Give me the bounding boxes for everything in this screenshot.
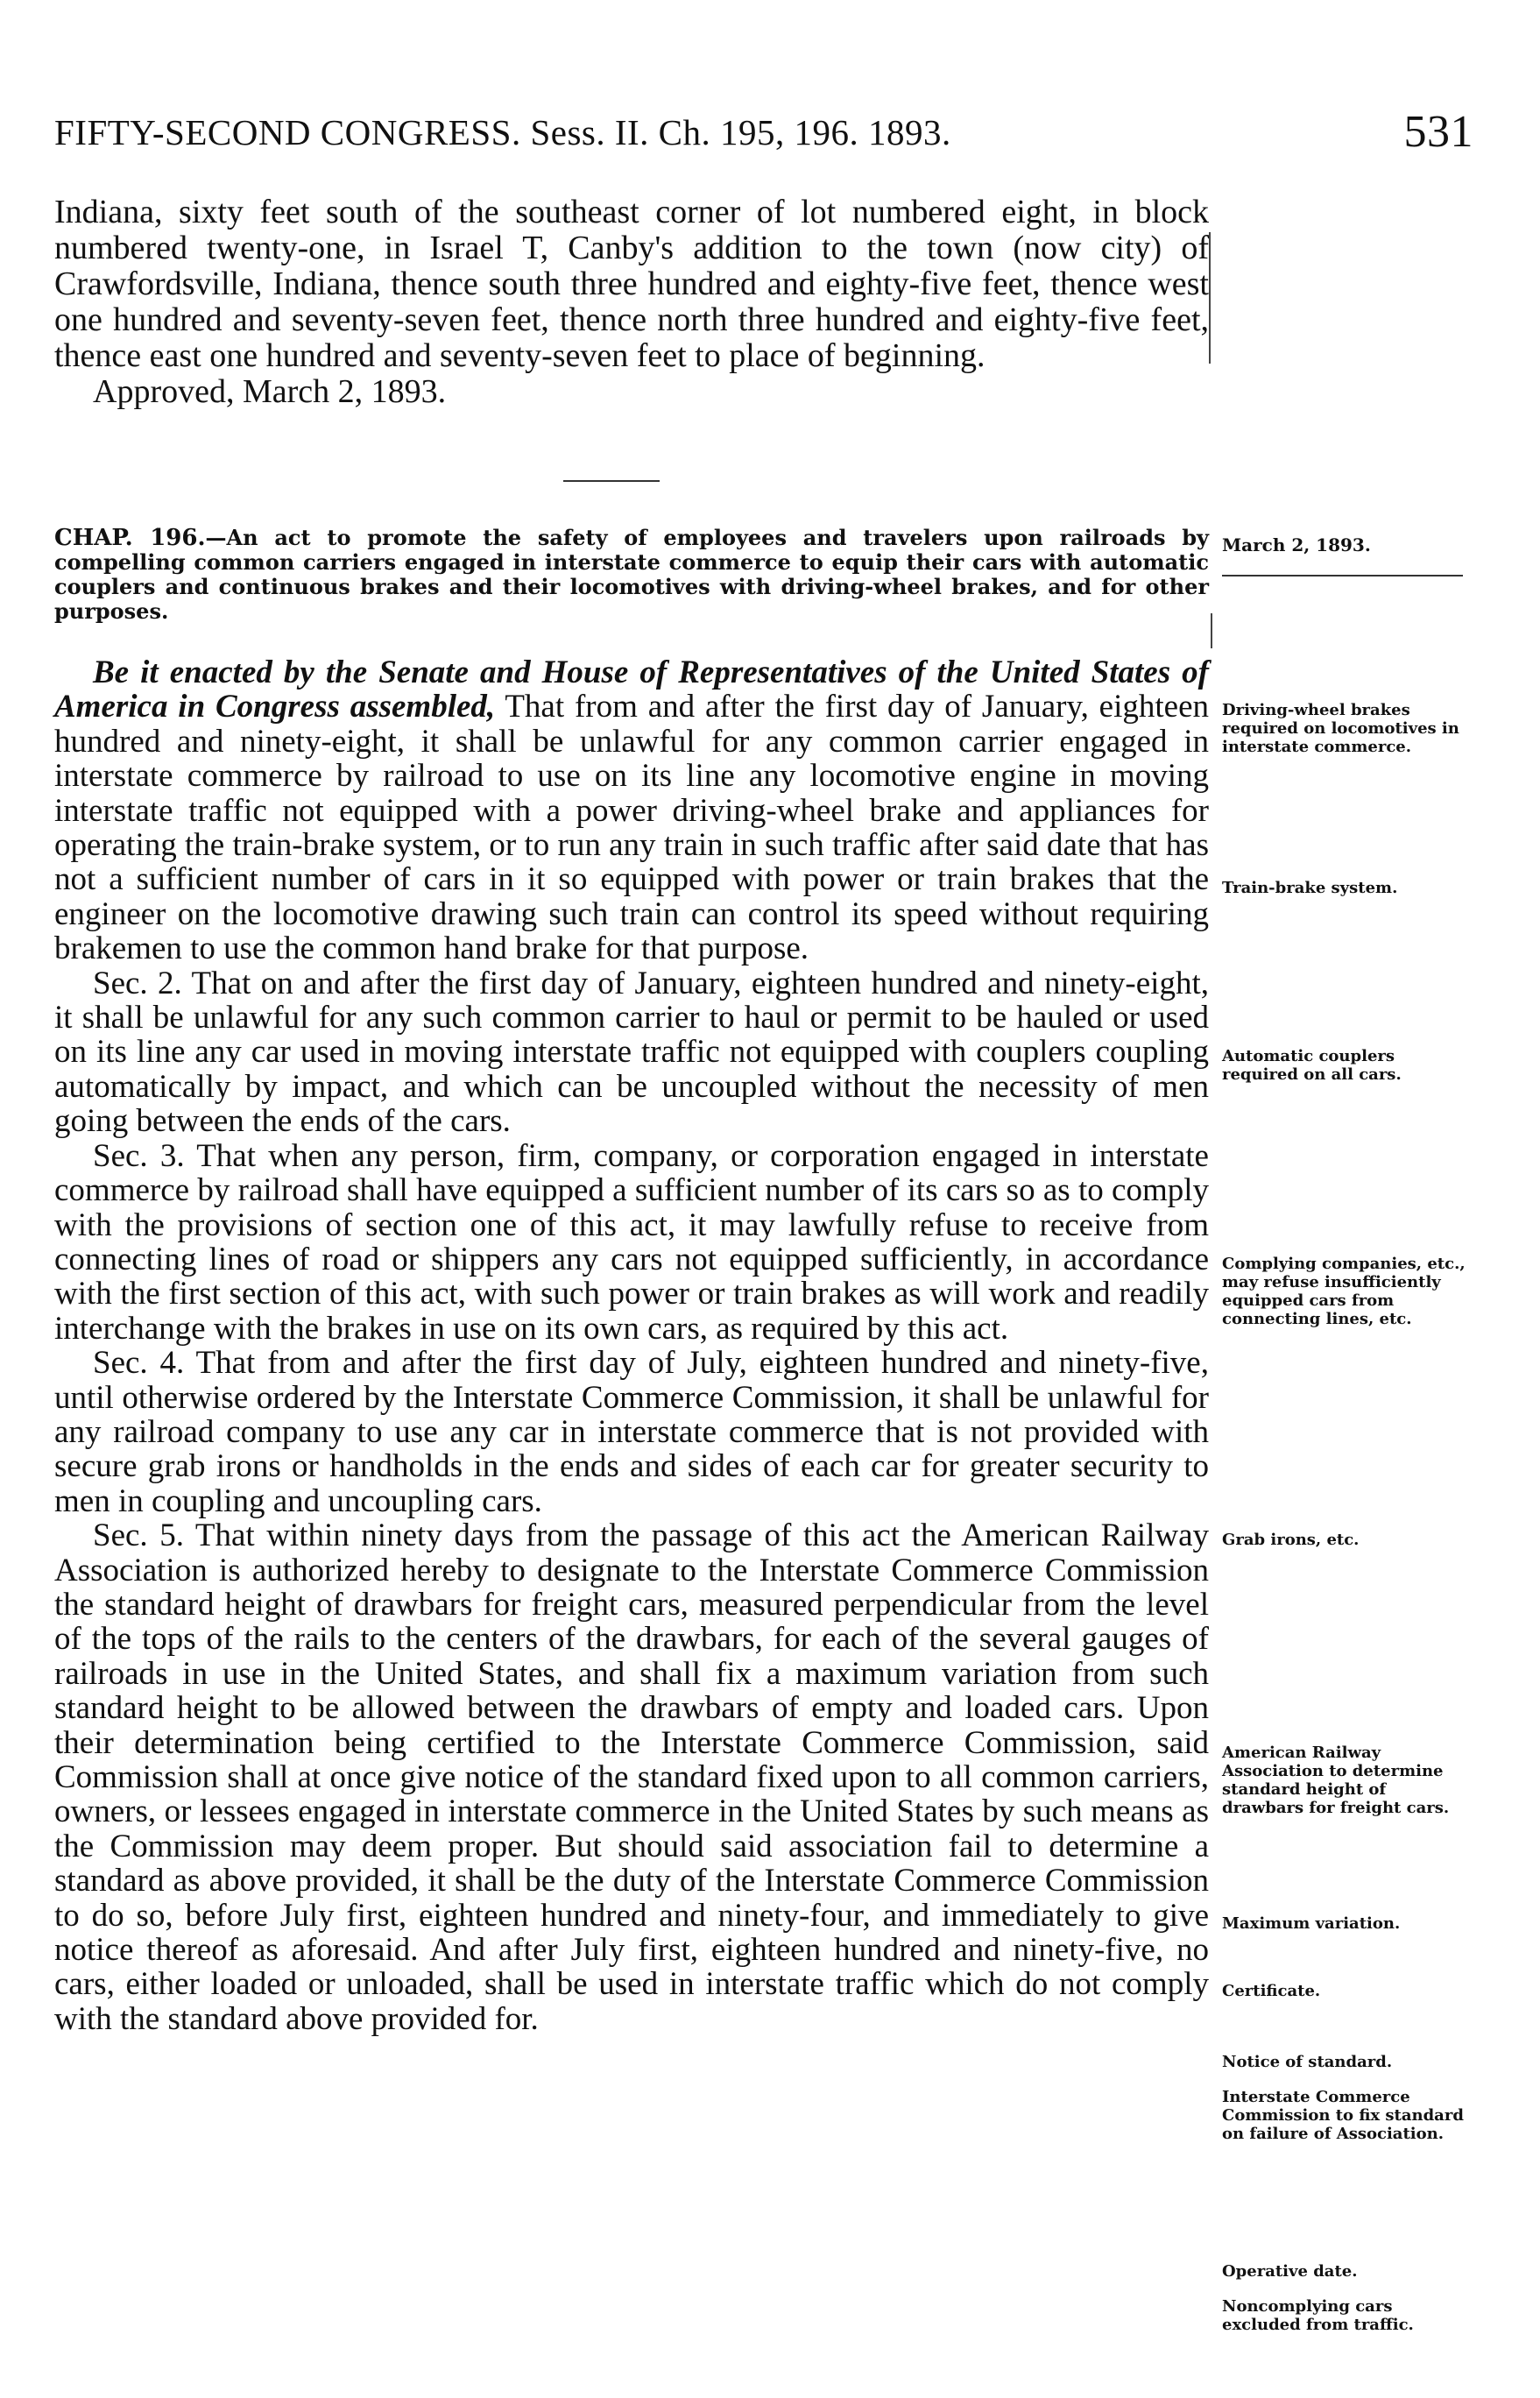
section-3-text: That when any person, firm, company, or corporation engaged in interstate commerce by railroad shall have equipped a sufficient number of its cars so as to comply with the provisions of section one of this act, it may lawfully refuse to receive from connecting lines of road or shippers any cars not equipped sufficiently, in accordance with the first section of this act, with such power or train brakes as will work and readily interchange with the brakes in use on its own cars, as required by this act. [54, 1137, 1209, 1347]
approval-line: Approved, March 2, 1893. [93, 373, 447, 410]
sidenote-operative-date: Operative date. [1222, 2262, 1358, 2281]
running-header [54, 107, 1473, 157]
sidenote-certificate: Certificate. [1222, 1982, 1321, 2000]
enacting-clause: Be it enacted by the Senate and House of Representatives of the United States of America in Congress assembled, [54, 654, 1209, 725]
section-2-text: That on and after the first day of January, eighteen hundred and ninety-eight, it shall be unlawful for any such common carrier to haul or permit to be hauled or used on its line any car used in moving interstate traffic not equipped with couplers coupling automatically by impact, and which can be uncoupled without the necessity of men going between the ends of the cars. [54, 965, 1209, 1140]
chapter-label: CHAP. 196. [54, 525, 206, 551]
section-1-text: That from and after the first day of January, eighteen hundred and ninety-eight, it shall be unlawful for any common carrier engaged in interstate commerce by railroad to use on its line any locomotive engine in moving interstate traffic not equipped with a power driving-wheel brake and appliances for operating the train-brake system, or to run any train in such traffic after said date that has not a sufficient number of cars in it so equipped with power or train brakes that the engineer on the locomotive drawing such train can control its speed without requiring brakemen to use the common hand brake for that purpose. [54, 689, 1209, 967]
chapter-title: —An act to promote the safety of employees and travelers upon railroads by compelling common carriers engaged in interstate commerce to equip their cars with automatic couplers and continuous brakes and their locomotives with driving-wheel brakes, and for other purposes. [54, 525, 1210, 624]
act-date-note: March 2, 1893. [1222, 534, 1371, 555]
sidenote-noncomplying-cars: Noncomplying cars excluded from traffic. [1222, 2297, 1414, 2334]
section-5-text: That within ninety days from the passage of this act the American Railway Association is authorized hereby to designate to the Interstate Commerce Commission the standard height of drawbars for freight cars, measured perpendicular from the level of the tops of the rails to the centers of the drawbars, for each of the several gauges of railroads in use in the United States, and shall fix a maximum variation from such standard height to be allowed between the drawbars of empty and loaded cars. Upon their determination being certified to the Interstate Commerce Commission, said Commission shall at once give notice of the standard fixed upon to all common carriers, owners, or lessees engaged in interstate commerce in the United States by such means as the Commission may deem proper. But should said association fail to determine a standard as above provided, it shall be the duty of the Interstate Commerce Commission to do so, before July first, eighteen hundred and ninety-four, and immediately to give notice thereof as aforesaid. And after July first, eighteen hundred and ninety-five, no cars, either loaded or unloaded, shall be used in interstate traffic which do not comply with the standard above provided for. [54, 1517, 1209, 2037]
chapter-heading [54, 526, 1209, 624]
page-number: 531 [1403, 107, 1473, 157]
bracket-line [1209, 232, 1211, 364]
section-2 [54, 966, 1209, 1139]
bracket-line [1211, 613, 1212, 648]
section-2-label: Sec. 2. [93, 965, 182, 1001]
section-3 [54, 1139, 1209, 1346]
sidenote-driving-wheel-brakes: Driving-wheel brakes required on locomotives in interstate commerce. [1222, 701, 1459, 756]
date-rule [1222, 575, 1463, 577]
section-4-label: Sec. 4. [93, 1345, 185, 1382]
section-4-text: That from and after the first day of July, eighteen hundred and ninety-five, until otherwise ordered by the Interstate Commerce Commission, it shall be unlawful for any railroad company to use any car in interstate commerce that is not provided with secure grab irons or handholds in the ends and sides of each car for greater security to men in coupling and uncoupling cars. [54, 1345, 1209, 1519]
sidenote-automatic-couplers: Automatic couplers required on all cars. [1222, 1047, 1402, 1084]
section-3-label: Sec. 3. [93, 1137, 185, 1174]
sidenote-complying-companies: Complying companies, etc., may refuse insufficiently equipped cars from connecting lines, etc. [1222, 1255, 1466, 1328]
previous-act-continuation [54, 195, 1209, 410]
act-body [54, 655, 1209, 2036]
divider-rule [563, 480, 660, 482]
sidenote-maximum-variation: Maximum variation. [1222, 1914, 1401, 1933]
section-1 [54, 655, 1209, 966]
sidenote-icc-fix-standard: Interstate Commerce Commission to fix standard on failure of Association. [1222, 2088, 1464, 2143]
sidenote-notice-of-standard: Notice of standard. [1222, 2053, 1393, 2071]
sidenote-grab-irons: Grab irons, etc. [1222, 1531, 1360, 1549]
section-5-label: Sec. 5. [93, 1517, 184, 1554]
previous-act-text: Indiana, sixty feet south of the southeast corner of lot numbered eight, in block numbered twenty-one, in Israel T, Canby's addition to the town (now city) of Crawfordsville, Indiana, thence south three hundred and eighty-five feet, thence west one hundred and seventy-seven feet, thence north three hundred and eighty-five feet, thence east one hundred and seventy-seven feet to place of beginning. [54, 194, 1209, 374]
sidenote-train-brake-system: Train-brake system. [1222, 879, 1398, 897]
section-5 [54, 1518, 1209, 2036]
section-4 [54, 1346, 1209, 1518]
running-title: FIFTY-SECOND CONGRESS. Sess. II. Ch. 195, 196. 1893. [54, 112, 951, 152]
sidenote-association-standard: American Railway Association to determine standard height of drawbars for freight cars. [1222, 1744, 1450, 1817]
